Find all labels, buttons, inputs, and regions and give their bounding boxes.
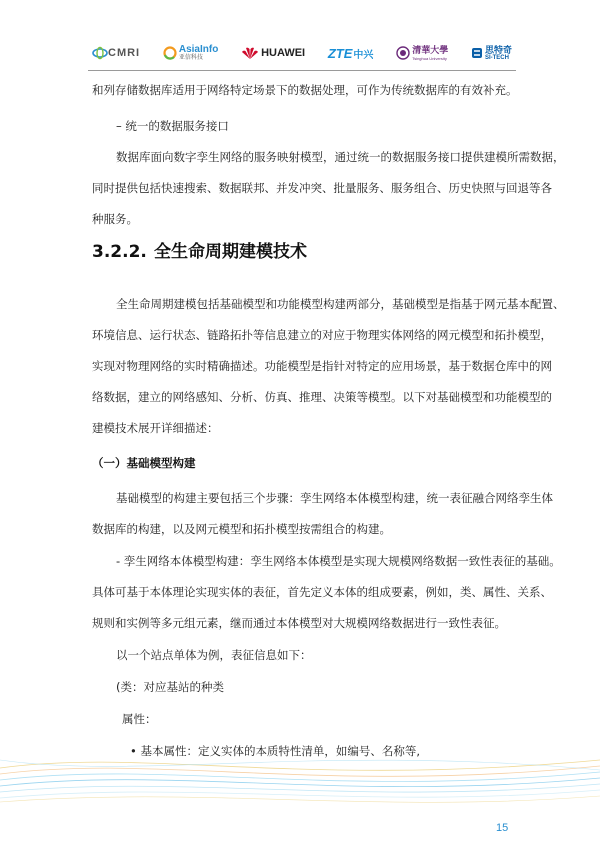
section-number: 3.2.2. — [92, 242, 147, 262]
asiainfo-logo — [163, 45, 218, 62]
tsinghua-cn-label: 清華大學 — [412, 45, 449, 56]
cmri-logo — [92, 46, 140, 60]
paragraph-line: 数据库面向数字孪生网络的服务映射模型，通过统一的数据服务接口提供建模所需数据， — [116, 150, 565, 164]
bullet-item: • 基本属性：定义实体的本质特性清单，如编号、名称等, — [130, 744, 421, 758]
paragraph-line: 全生命周期建模包括基础模型和功能模型构建两部分，基础模型是指基于网元基本配置、 — [116, 297, 565, 311]
paragraph-line: 建模技术展开详细描述： — [92, 421, 219, 435]
paragraph-line: 络数据，建立的网络感知、分析、仿真、推理、决策等模型。以下对基础模型和功能模型的 — [92, 390, 552, 404]
section-heading — [92, 244, 307, 261]
footer-wave-decoration — [0, 740, 600, 830]
sitech-cn-label: 思特奇 — [484, 44, 512, 55]
partner-logos — [92, 38, 512, 68]
paragraph-line: 同时提供包括快速搜索、数据联邦、并发冲突、批量服务、服务组合、历史快照与回退等各 — [92, 181, 552, 195]
page-header — [0, 0, 600, 70]
sitech-logo — [471, 45, 512, 62]
paragraph-line: 和列存储数据库适用于网络特定场景下的数据处理，可作为传统数据库的有效补充。 — [92, 83, 518, 97]
tsinghua-logo — [396, 46, 448, 61]
paragraph-line: 属性： — [122, 712, 157, 726]
paragraph-line: 以一个站点单体为例，表征信息如下： — [116, 648, 312, 662]
page-number: 15 — [496, 822, 509, 834]
tsinghua-seal-icon — [396, 46, 410, 60]
tsinghua-en-label: Tsinghua University — [412, 55, 447, 61]
sub-heading: （一）基础模型构建 — [92, 456, 196, 470]
paragraph-line: 具体可基于本体理论实现实体的表征，首先定义本体的组成要素，例如，类、属性、关系、 — [92, 585, 552, 599]
huawei-petals-icon — [241, 46, 259, 60]
paragraph-line: (类：对应基站的种类 — [116, 680, 224, 694]
huawei-label: HUAWEI — [261, 47, 306, 59]
cmri-label: CMRI — [108, 47, 141, 59]
sitech-en-label: SI-TECH — [484, 54, 509, 61]
zte-logo — [328, 46, 374, 61]
paragraph-line: 环境信息、运行状态、链路拓扑等信息建立的对应于物理实体网络的网元模型和拓扑模型， — [92, 328, 552, 342]
paragraph-line: 种服务。 — [92, 212, 138, 226]
zte-label: ZTE — [327, 45, 353, 61]
sitech-mark-icon — [471, 46, 483, 60]
paragraph-line: 数据库的构建，以及网元模型和拓扑模型按需组合的构建。 — [92, 522, 391, 536]
asiainfo-ring-icon — [163, 46, 177, 60]
header-divider — [88, 70, 516, 71]
paragraph-line: 规则和实例等多元组元素，继而通过本体模型对大规模网络数据进行一致性表征。 — [92, 616, 506, 630]
asiainfo-label: AsiaInfo — [178, 43, 219, 55]
paragraph-line: 实现对物理网络的实时精确描述。功能模型是指针对特定的应用场景，基于数据仓库中的网 — [92, 359, 552, 373]
zte-cn-label: 中兴 — [353, 49, 374, 61]
paragraph-line: - 孪生网络本体模型构建：孪生网络本体模型是实现大规模网络数据一致性表征的基础。 — [116, 554, 561, 568]
section-title: 全生命周期建模技术 — [154, 242, 307, 262]
asiainfo-cn-label: 亚信科技 — [178, 54, 203, 61]
huawei-logo — [241, 46, 305, 60]
paragraph-line: 基础模型的构建主要包括三个步骤：孪生网络本体模型构建，统一表征融合网络孪生体 — [116, 491, 553, 505]
bullet-item: – 统一的数据服务接口 — [116, 119, 229, 133]
cmri-swirl-icon — [92, 46, 108, 60]
